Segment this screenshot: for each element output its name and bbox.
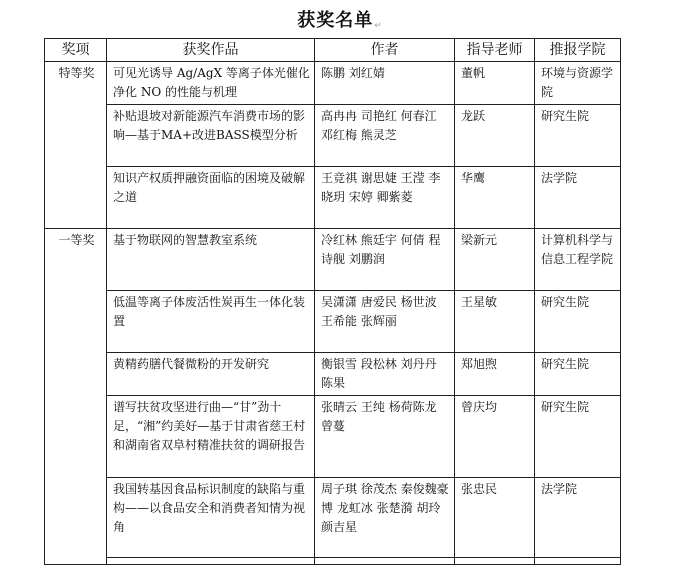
awards-table [44, 38, 621, 565]
page-title [0, 6, 680, 32]
cut-cell [535, 558, 621, 565]
authors: 冷红林 熊廷宇 何倩 程诗舰 刘鹏润 [315, 229, 455, 291]
college: 研究生院 [535, 291, 621, 353]
authors: 吴潇潇 唐爱民 杨世波 王希能 张辉丽 [315, 291, 455, 353]
college: 法学院 [535, 478, 621, 558]
college: 研究生院 [535, 396, 621, 478]
college: 法学院 [535, 167, 621, 229]
cut-cell [455, 558, 535, 565]
award-level-special: 特等奖 [45, 62, 107, 229]
advisor: 郑旭煦 [455, 353, 535, 396]
page-title-text: 获奖名单 [297, 10, 374, 31]
paragraph-mark-icon: ↵ [374, 21, 383, 31]
work-title: 我国转基因食品标识制度的缺陷与重构——以食品安全和消费者知情为视角 [107, 478, 315, 558]
advisor: 梁新元 [455, 229, 535, 291]
advisor: 张忠民 [455, 478, 535, 558]
cut-cell [315, 558, 455, 565]
work-title: 可见光诱导 Ag/AgX 等离子体光催化净化 NO 的性能与机理 [107, 62, 315, 105]
table-header-row [45, 39, 621, 62]
authors: 陈鹏 刘红婧 [315, 62, 455, 105]
authors: 周子琪 徐茂杰 秦俊魏豪博 龙虹冰 张楚漪 胡玲 颜吉星 [315, 478, 455, 558]
authors: 衡银雪 段松林 刘丹丹 陈果 [315, 353, 455, 396]
work-title: 知识产权质押融资面临的困境及破解之道 [107, 167, 315, 229]
advisor: 王星敏 [455, 291, 535, 353]
advisor: 龙跃 [455, 105, 535, 167]
college: 研究生院 [535, 353, 621, 396]
award-level-first: 一等奖 [45, 229, 107, 565]
advisor: 曾庆均 [455, 396, 535, 478]
work-title: 基于物联网的智慧教室系统 [107, 229, 315, 291]
college: 研究生院 [535, 105, 621, 167]
table-row [45, 396, 621, 478]
work-title: 谱写扶贫攻坚进行曲—“甘”劲十足，“湘”约美好—基于甘肃省慈王村和湖南省双阜村精准扶贫的调研报告 [107, 396, 315, 478]
table-row [45, 229, 621, 291]
header-college: 推报学院 [535, 39, 621, 62]
table-row [45, 105, 621, 167]
college: 环境与资源学院 [535, 62, 621, 105]
work-title: 补贴退坡对新能源汽车消费市场的影响—基于MA+改进BASS模型分析 [107, 105, 315, 167]
table-row [45, 291, 621, 353]
header-authors: 作者 [315, 39, 455, 62]
header-work: 获奖作品 [107, 39, 315, 62]
table-row [45, 62, 621, 105]
table-row [45, 353, 621, 396]
table-row [45, 167, 621, 229]
cut-cell [107, 558, 315, 565]
work-title: 低温等离子体废活性炭再生一体化装置 [107, 291, 315, 353]
header-advisor: 指导老师 [455, 39, 535, 62]
authors: 张晴云 王纯 杨荷陈龙 曾蔓 [315, 396, 455, 478]
advisor: 华鹰 [455, 167, 535, 229]
table-row-cut [45, 558, 621, 565]
work-title: 黄精药膳代餐微粉的开发研究 [107, 353, 315, 396]
table-row [45, 478, 621, 558]
authors: 高冉冉 司艳红 何春江 邓红梅 熊灵芝 [315, 105, 455, 167]
header-award: 奖项 [45, 39, 107, 62]
authors: 王竞祺 谢思婕 王滢 李晓玥 宋婷 卿紫菱 [315, 167, 455, 229]
advisor: 董帆 [455, 62, 535, 105]
college: 计算机科学与信息工程学院 [535, 229, 621, 291]
